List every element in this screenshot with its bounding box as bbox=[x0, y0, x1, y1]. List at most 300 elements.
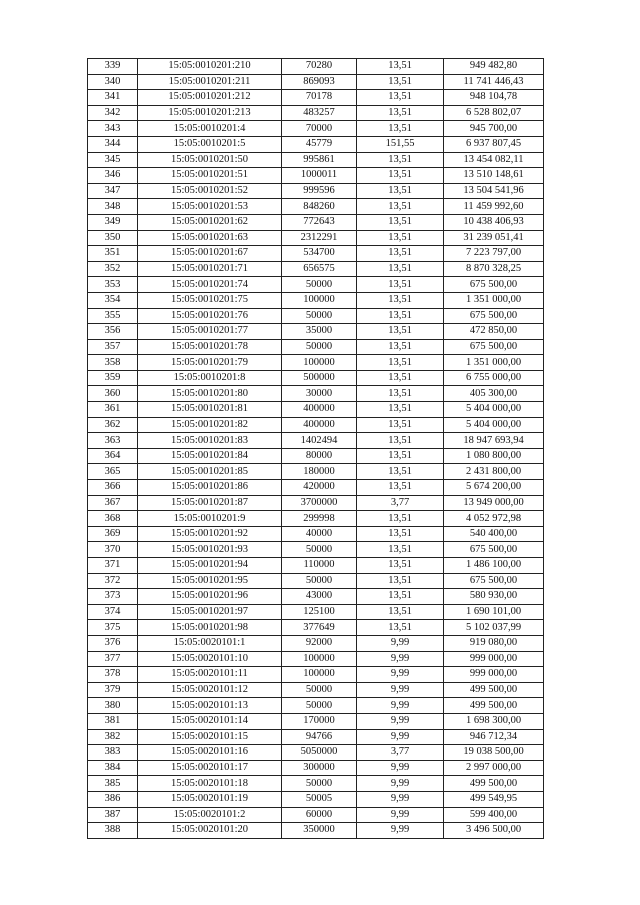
area-cell: 43000 bbox=[282, 589, 357, 605]
row-number-cell: 347 bbox=[88, 183, 138, 199]
area-cell: 180000 bbox=[282, 464, 357, 480]
row-number-cell: 343 bbox=[88, 121, 138, 137]
cadastral-number-cell: 15:05:0020101:12 bbox=[138, 682, 282, 698]
area-cell: 50000 bbox=[282, 698, 357, 714]
rate-cell: 13,51 bbox=[357, 277, 444, 293]
cadastral-number-cell: 15:05:0010201:62 bbox=[138, 214, 282, 230]
area-cell: 94766 bbox=[282, 729, 357, 745]
rate-cell: 151,55 bbox=[357, 136, 444, 152]
cadastral-number-cell: 15:05:0010201:8 bbox=[138, 370, 282, 386]
rate-cell: 13,51 bbox=[357, 620, 444, 636]
cadastral-number-cell: 15:05:0010201:9 bbox=[138, 511, 282, 527]
row-number-cell: 366 bbox=[88, 480, 138, 496]
table-row bbox=[88, 74, 544, 90]
row-number-cell: 368 bbox=[88, 511, 138, 527]
rate-cell: 13,51 bbox=[357, 168, 444, 184]
area-cell: 1402494 bbox=[282, 433, 357, 449]
value-cell: 10 438 406,93 bbox=[444, 214, 544, 230]
row-number-cell: 340 bbox=[88, 74, 138, 90]
cadastral-number-cell: 15:05:0010201:95 bbox=[138, 573, 282, 589]
row-number-cell: 377 bbox=[88, 651, 138, 667]
data-table bbox=[87, 58, 544, 839]
rate-cell: 9,99 bbox=[357, 791, 444, 807]
rate-cell: 13,51 bbox=[357, 573, 444, 589]
cadastral-number-cell: 15:05:0010201:211 bbox=[138, 74, 282, 90]
rate-cell: 13,51 bbox=[357, 480, 444, 496]
value-cell: 1 698 300,00 bbox=[444, 713, 544, 729]
area-cell: 299998 bbox=[282, 511, 357, 527]
value-cell: 13 949 000,00 bbox=[444, 495, 544, 511]
table-row bbox=[88, 776, 544, 792]
table-row bbox=[88, 136, 544, 152]
value-cell: 599 400,00 bbox=[444, 807, 544, 823]
rate-cell: 13,51 bbox=[357, 199, 444, 215]
table-row bbox=[88, 214, 544, 230]
rate-cell: 13,51 bbox=[357, 464, 444, 480]
row-number-cell: 388 bbox=[88, 823, 138, 839]
row-number-cell: 378 bbox=[88, 667, 138, 683]
rate-cell: 13,51 bbox=[357, 183, 444, 199]
area-cell: 100000 bbox=[282, 292, 357, 308]
rate-cell: 13,51 bbox=[357, 324, 444, 340]
area-cell: 50000 bbox=[282, 277, 357, 293]
value-cell: 949 482,80 bbox=[444, 59, 544, 75]
area-cell: 100000 bbox=[282, 651, 357, 667]
table-row bbox=[88, 651, 544, 667]
rate-cell: 3,77 bbox=[357, 745, 444, 761]
row-number-cell: 355 bbox=[88, 308, 138, 324]
cadastral-number-cell: 15:05:0010201:53 bbox=[138, 199, 282, 215]
cadastral-number-cell: 15:05:0010201:4 bbox=[138, 121, 282, 137]
value-cell: 31 239 051,41 bbox=[444, 230, 544, 246]
row-number-cell: 373 bbox=[88, 589, 138, 605]
value-cell: 499 500,00 bbox=[444, 698, 544, 714]
area-cell: 656575 bbox=[282, 261, 357, 277]
area-cell: 534700 bbox=[282, 246, 357, 262]
table-row bbox=[88, 433, 544, 449]
area-cell: 80000 bbox=[282, 448, 357, 464]
cadastral-number-cell: 15:05:0010201:67 bbox=[138, 246, 282, 262]
row-number-cell: 384 bbox=[88, 760, 138, 776]
area-cell: 869093 bbox=[282, 74, 357, 90]
table-row bbox=[88, 791, 544, 807]
rate-cell: 13,51 bbox=[357, 511, 444, 527]
row-number-cell: 345 bbox=[88, 152, 138, 168]
cadastral-number-cell: 15:05:0010201:75 bbox=[138, 292, 282, 308]
row-number-cell: 370 bbox=[88, 542, 138, 558]
row-number-cell: 354 bbox=[88, 292, 138, 308]
table-row bbox=[88, 667, 544, 683]
row-number-cell: 342 bbox=[88, 105, 138, 121]
row-number-cell: 375 bbox=[88, 620, 138, 636]
cadastral-number-cell: 15:05:0020101:17 bbox=[138, 760, 282, 776]
table-row bbox=[88, 152, 544, 168]
cadastral-number-cell: 15:05:0020101:16 bbox=[138, 745, 282, 761]
table-row bbox=[88, 308, 544, 324]
rate-cell: 13,51 bbox=[357, 370, 444, 386]
cadastral-number-cell: 15:05:0010201:63 bbox=[138, 230, 282, 246]
table-row bbox=[88, 635, 544, 651]
cadastral-number-cell: 15:05:0010201:79 bbox=[138, 355, 282, 371]
table-row bbox=[88, 183, 544, 199]
cadastral-number-cell: 15:05:0010201:212 bbox=[138, 90, 282, 106]
row-number-cell: 346 bbox=[88, 168, 138, 184]
table-row bbox=[88, 386, 544, 402]
value-cell: 2 431 800,00 bbox=[444, 464, 544, 480]
cadastral-number-cell: 15:05:0010201:98 bbox=[138, 620, 282, 636]
cadastral-number-cell: 15:05:0010201:210 bbox=[138, 59, 282, 75]
value-cell: 1 351 000,00 bbox=[444, 292, 544, 308]
rate-cell: 13,51 bbox=[357, 402, 444, 418]
table-row bbox=[88, 526, 544, 542]
rate-cell: 13,51 bbox=[357, 90, 444, 106]
value-cell: 7 223 797,00 bbox=[444, 246, 544, 262]
area-cell: 125100 bbox=[282, 604, 357, 620]
rate-cell: 13,51 bbox=[357, 386, 444, 402]
area-cell: 300000 bbox=[282, 760, 357, 776]
area-cell: 995861 bbox=[282, 152, 357, 168]
area-cell: 45779 bbox=[282, 136, 357, 152]
rate-cell: 9,99 bbox=[357, 635, 444, 651]
value-cell: 405 300,00 bbox=[444, 386, 544, 402]
row-number-cell: 360 bbox=[88, 386, 138, 402]
row-number-cell: 349 bbox=[88, 214, 138, 230]
cadastral-number-cell: 15:05:0010201:92 bbox=[138, 526, 282, 542]
cadastral-number-cell: 15:05:0010201:52 bbox=[138, 183, 282, 199]
table-row bbox=[88, 324, 544, 340]
rate-cell: 13,51 bbox=[357, 542, 444, 558]
value-cell: 919 080,00 bbox=[444, 635, 544, 651]
rate-cell: 13,51 bbox=[357, 59, 444, 75]
rate-cell: 13,51 bbox=[357, 292, 444, 308]
table-row bbox=[88, 246, 544, 262]
value-cell: 472 850,00 bbox=[444, 324, 544, 340]
value-cell: 13 510 148,61 bbox=[444, 168, 544, 184]
area-cell: 2312291 bbox=[282, 230, 357, 246]
area-cell: 50000 bbox=[282, 573, 357, 589]
value-cell: 18 947 693,94 bbox=[444, 433, 544, 449]
cadastral-number-cell: 15:05:0010201:5 bbox=[138, 136, 282, 152]
value-cell: 5 102 037,99 bbox=[444, 620, 544, 636]
row-number-cell: 361 bbox=[88, 402, 138, 418]
value-cell: 675 500,00 bbox=[444, 542, 544, 558]
area-cell: 70000 bbox=[282, 121, 357, 137]
value-cell: 6 755 000,00 bbox=[444, 370, 544, 386]
table-row bbox=[88, 402, 544, 418]
row-number-cell: 367 bbox=[88, 495, 138, 511]
area-cell: 92000 bbox=[282, 635, 357, 651]
value-cell: 8 870 328,25 bbox=[444, 261, 544, 277]
area-cell: 100000 bbox=[282, 667, 357, 683]
rate-cell: 13,51 bbox=[357, 152, 444, 168]
value-cell: 675 500,00 bbox=[444, 573, 544, 589]
area-cell: 50005 bbox=[282, 791, 357, 807]
row-number-cell: 341 bbox=[88, 90, 138, 106]
rate-cell: 13,51 bbox=[357, 589, 444, 605]
rate-cell: 13,51 bbox=[357, 230, 444, 246]
row-number-cell: 344 bbox=[88, 136, 138, 152]
rate-cell: 13,51 bbox=[357, 448, 444, 464]
cadastral-number-cell: 15:05:0010201:83 bbox=[138, 433, 282, 449]
cadastral-number-cell: 15:05:0010201:81 bbox=[138, 402, 282, 418]
cadastral-number-cell: 15:05:0020101:10 bbox=[138, 651, 282, 667]
cadastral-number-cell: 15:05:0020101:2 bbox=[138, 807, 282, 823]
table-row bbox=[88, 261, 544, 277]
rate-cell: 9,99 bbox=[357, 682, 444, 698]
table-row bbox=[88, 464, 544, 480]
area-cell: 400000 bbox=[282, 402, 357, 418]
row-number-cell: 376 bbox=[88, 635, 138, 651]
cadastral-number-cell: 15:05:0020101:1 bbox=[138, 635, 282, 651]
table-row bbox=[88, 417, 544, 433]
rate-cell: 13,51 bbox=[357, 121, 444, 137]
row-number-cell: 380 bbox=[88, 698, 138, 714]
rate-cell: 13,51 bbox=[357, 417, 444, 433]
value-cell: 3 496 500,00 bbox=[444, 823, 544, 839]
table-row bbox=[88, 823, 544, 839]
value-cell: 540 400,00 bbox=[444, 526, 544, 542]
value-cell: 675 500,00 bbox=[444, 308, 544, 324]
row-number-cell: 382 bbox=[88, 729, 138, 745]
rate-cell: 13,51 bbox=[357, 214, 444, 230]
value-cell: 13 504 541,96 bbox=[444, 183, 544, 199]
rate-cell: 9,99 bbox=[357, 651, 444, 667]
cadastral-number-cell: 15:05:0010201:80 bbox=[138, 386, 282, 402]
row-number-cell: 386 bbox=[88, 791, 138, 807]
value-cell: 1 486 100,00 bbox=[444, 558, 544, 574]
area-cell: 50000 bbox=[282, 308, 357, 324]
cadastral-number-cell: 15:05:0020101:14 bbox=[138, 713, 282, 729]
cadastral-number-cell: 15:05:0010201:96 bbox=[138, 589, 282, 605]
rate-cell: 13,51 bbox=[357, 308, 444, 324]
area-cell: 500000 bbox=[282, 370, 357, 386]
cadastral-number-cell: 15:05:0020101:19 bbox=[138, 791, 282, 807]
table-row bbox=[88, 604, 544, 620]
rate-cell: 13,51 bbox=[357, 433, 444, 449]
value-cell: 4 052 972,98 bbox=[444, 511, 544, 527]
table-row bbox=[88, 495, 544, 511]
value-cell: 1 080 800,00 bbox=[444, 448, 544, 464]
cadastral-number-cell: 15:05:0010201:86 bbox=[138, 480, 282, 496]
row-number-cell: 359 bbox=[88, 370, 138, 386]
cadastral-number-cell: 15:05:0010201:51 bbox=[138, 168, 282, 184]
area-cell: 60000 bbox=[282, 807, 357, 823]
value-cell: 675 500,00 bbox=[444, 277, 544, 293]
area-cell: 3700000 bbox=[282, 495, 357, 511]
rate-cell: 13,51 bbox=[357, 246, 444, 262]
area-cell: 377649 bbox=[282, 620, 357, 636]
value-cell: 499 549,95 bbox=[444, 791, 544, 807]
rate-cell: 13,51 bbox=[357, 261, 444, 277]
row-number-cell: 348 bbox=[88, 199, 138, 215]
table-row bbox=[88, 698, 544, 714]
cadastral-number-cell: 15:05:0010201:84 bbox=[138, 448, 282, 464]
table-row bbox=[88, 370, 544, 386]
table-row bbox=[88, 292, 544, 308]
row-number-cell: 385 bbox=[88, 776, 138, 792]
value-cell: 999 000,00 bbox=[444, 651, 544, 667]
area-cell: 70178 bbox=[282, 90, 357, 106]
area-cell: 35000 bbox=[282, 324, 357, 340]
table-row bbox=[88, 729, 544, 745]
table-row bbox=[88, 589, 544, 605]
value-cell: 946 712,34 bbox=[444, 729, 544, 745]
table-row bbox=[88, 511, 544, 527]
row-number-cell: 372 bbox=[88, 573, 138, 589]
rate-cell: 13,51 bbox=[357, 604, 444, 620]
table-row bbox=[88, 199, 544, 215]
area-cell: 50000 bbox=[282, 682, 357, 698]
cadastral-number-cell: 15:05:0020101:18 bbox=[138, 776, 282, 792]
rate-cell: 13,51 bbox=[357, 105, 444, 121]
area-cell: 350000 bbox=[282, 823, 357, 839]
row-number-cell: 387 bbox=[88, 807, 138, 823]
table-row bbox=[88, 558, 544, 574]
cadastral-number-cell: 15:05:0010201:82 bbox=[138, 417, 282, 433]
area-cell: 170000 bbox=[282, 713, 357, 729]
cadastral-number-cell: 15:05:0010201:94 bbox=[138, 558, 282, 574]
table-row bbox=[88, 339, 544, 355]
table-row bbox=[88, 480, 544, 496]
row-number-cell: 369 bbox=[88, 526, 138, 542]
rate-cell: 13,51 bbox=[357, 355, 444, 371]
table-row bbox=[88, 745, 544, 761]
row-number-cell: 353 bbox=[88, 277, 138, 293]
value-cell: 6 528 802,07 bbox=[444, 105, 544, 121]
cadastral-number-cell: 15:05:0020101:20 bbox=[138, 823, 282, 839]
rate-cell: 9,99 bbox=[357, 823, 444, 839]
area-cell: 100000 bbox=[282, 355, 357, 371]
rate-cell: 9,99 bbox=[357, 807, 444, 823]
rate-cell: 13,51 bbox=[357, 74, 444, 90]
value-cell: 13 454 082,11 bbox=[444, 152, 544, 168]
table-row bbox=[88, 90, 544, 106]
table-row bbox=[88, 230, 544, 246]
table-row bbox=[88, 355, 544, 371]
table-row bbox=[88, 59, 544, 75]
row-number-cell: 351 bbox=[88, 246, 138, 262]
value-cell: 1 351 000,00 bbox=[444, 355, 544, 371]
value-cell: 19 038 500,00 bbox=[444, 745, 544, 761]
cadastral-number-cell: 15:05:0010201:76 bbox=[138, 308, 282, 324]
value-cell: 1 690 101,00 bbox=[444, 604, 544, 620]
cadastral-number-cell: 15:05:0010201:93 bbox=[138, 542, 282, 558]
area-cell: 50000 bbox=[282, 542, 357, 558]
rate-cell: 9,99 bbox=[357, 698, 444, 714]
rate-cell: 9,99 bbox=[357, 776, 444, 792]
row-number-cell: 365 bbox=[88, 464, 138, 480]
cadastral-number-cell: 15:05:0010201:77 bbox=[138, 324, 282, 340]
value-cell: 945 700,00 bbox=[444, 121, 544, 137]
table-row bbox=[88, 807, 544, 823]
table-row bbox=[88, 760, 544, 776]
row-number-cell: 379 bbox=[88, 682, 138, 698]
row-number-cell: 381 bbox=[88, 713, 138, 729]
area-cell: 70280 bbox=[282, 59, 357, 75]
value-cell: 5 674 200,00 bbox=[444, 480, 544, 496]
value-cell: 499 500,00 bbox=[444, 682, 544, 698]
table-row bbox=[88, 573, 544, 589]
table-row bbox=[88, 620, 544, 636]
cadastral-number-cell: 15:05:0010201:78 bbox=[138, 339, 282, 355]
row-number-cell: 357 bbox=[88, 339, 138, 355]
rate-cell: 13,51 bbox=[357, 558, 444, 574]
value-cell: 5 404 000,00 bbox=[444, 417, 544, 433]
value-cell: 675 500,00 bbox=[444, 339, 544, 355]
row-number-cell: 371 bbox=[88, 558, 138, 574]
row-number-cell: 352 bbox=[88, 261, 138, 277]
table-row bbox=[88, 682, 544, 698]
area-cell: 40000 bbox=[282, 526, 357, 542]
area-cell: 772643 bbox=[282, 214, 357, 230]
rate-cell: 9,99 bbox=[357, 729, 444, 745]
area-cell: 400000 bbox=[282, 417, 357, 433]
cadastral-number-cell: 15:05:0010201:85 bbox=[138, 464, 282, 480]
table-row bbox=[88, 105, 544, 121]
row-number-cell: 383 bbox=[88, 745, 138, 761]
cadastral-number-cell: 15:05:0010201:74 bbox=[138, 277, 282, 293]
cadastral-number-cell: 15:05:0020101:11 bbox=[138, 667, 282, 683]
area-cell: 999596 bbox=[282, 183, 357, 199]
cadastral-number-cell: 15:05:0010201:97 bbox=[138, 604, 282, 620]
area-cell: 50000 bbox=[282, 776, 357, 792]
value-cell: 580 930,00 bbox=[444, 589, 544, 605]
rate-cell: 13,51 bbox=[357, 339, 444, 355]
rate-cell: 3,77 bbox=[357, 495, 444, 511]
area-cell: 110000 bbox=[282, 558, 357, 574]
cadastral-number-cell: 15:05:0020101:13 bbox=[138, 698, 282, 714]
area-cell: 30000 bbox=[282, 386, 357, 402]
row-number-cell: 374 bbox=[88, 604, 138, 620]
table-row bbox=[88, 121, 544, 137]
row-number-cell: 339 bbox=[88, 59, 138, 75]
value-cell: 6 937 807,45 bbox=[444, 136, 544, 152]
value-cell: 11 741 446,43 bbox=[444, 74, 544, 90]
area-cell: 420000 bbox=[282, 480, 357, 496]
cadastral-number-cell: 15:05:0020101:15 bbox=[138, 729, 282, 745]
row-number-cell: 356 bbox=[88, 324, 138, 340]
area-cell: 50000 bbox=[282, 339, 357, 355]
rate-cell: 9,99 bbox=[357, 713, 444, 729]
table-body bbox=[88, 59, 544, 839]
value-cell: 11 459 992,60 bbox=[444, 199, 544, 215]
cadastral-number-cell: 15:05:0010201:71 bbox=[138, 261, 282, 277]
value-cell: 999 000,00 bbox=[444, 667, 544, 683]
table-row bbox=[88, 713, 544, 729]
area-cell: 848260 bbox=[282, 199, 357, 215]
table-row bbox=[88, 542, 544, 558]
table-row bbox=[88, 277, 544, 293]
row-number-cell: 358 bbox=[88, 355, 138, 371]
row-number-cell: 363 bbox=[88, 433, 138, 449]
area-cell: 5050000 bbox=[282, 745, 357, 761]
row-number-cell: 362 bbox=[88, 417, 138, 433]
row-number-cell: 364 bbox=[88, 448, 138, 464]
cadastral-number-cell: 15:05:0010201:50 bbox=[138, 152, 282, 168]
table-row bbox=[88, 448, 544, 464]
value-cell: 499 500,00 bbox=[444, 776, 544, 792]
value-cell: 948 104,78 bbox=[444, 90, 544, 106]
value-cell: 5 404 000,00 bbox=[444, 402, 544, 418]
value-cell: 2 997 000,00 bbox=[444, 760, 544, 776]
rate-cell: 9,99 bbox=[357, 760, 444, 776]
area-cell: 483257 bbox=[282, 105, 357, 121]
cadastral-number-cell: 15:05:0010201:87 bbox=[138, 495, 282, 511]
row-number-cell: 350 bbox=[88, 230, 138, 246]
rate-cell: 13,51 bbox=[357, 526, 444, 542]
table-row bbox=[88, 168, 544, 184]
rate-cell: 9,99 bbox=[357, 667, 444, 683]
